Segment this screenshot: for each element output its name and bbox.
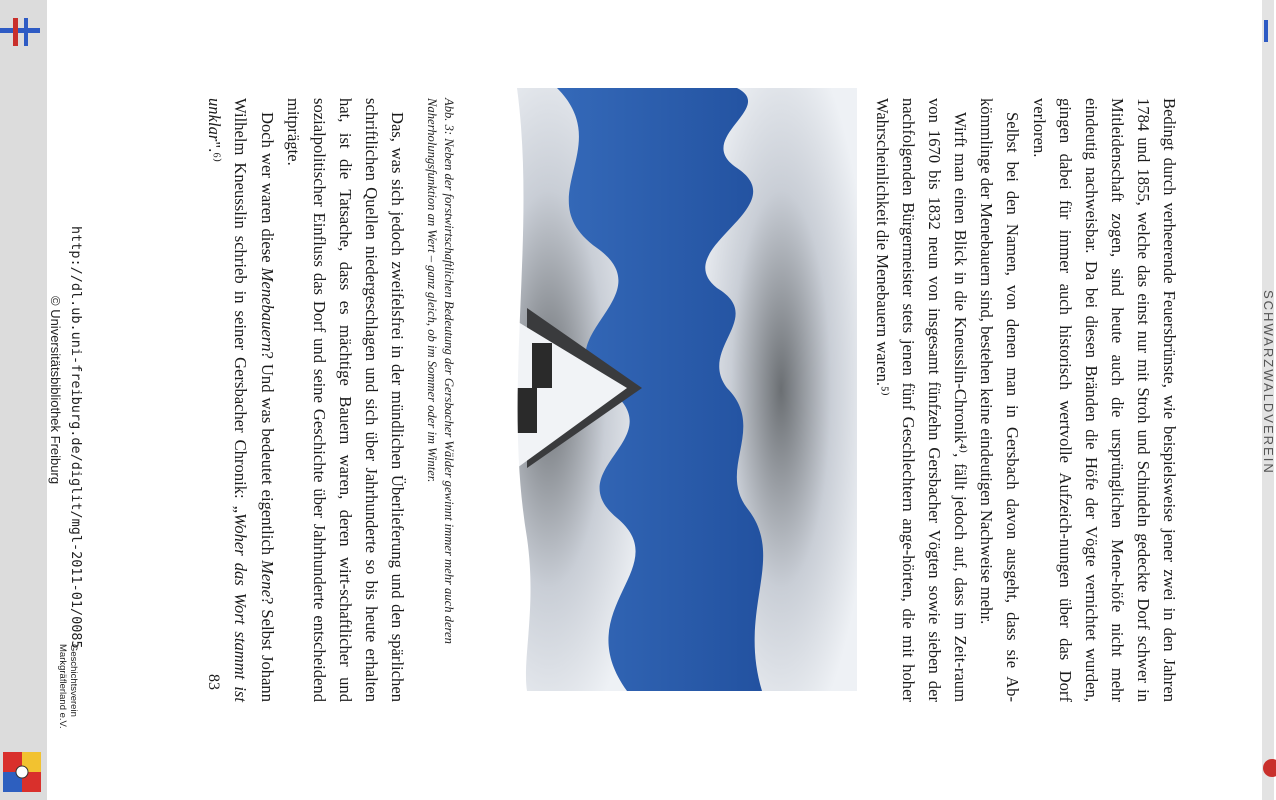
figure-caption [423,98,457,702]
color-bar-icon [1262,756,1274,780]
publisher-name: Geschichtsverein Markgräflerland e.V. [57,644,79,729]
copyright-line: © Universitätsbibliothek Freiburg [48,296,63,485]
coat-of-arms-icon [3,752,41,792]
paragraph: Bedingt durch verheerende Feuersbrünste, wie beispielsweise jener zwei in den Jahren 1784 und 1855, welche das einst nur mit Stroh und Schindeln gedeckte Dorf schwer in Mitleidenschaft zogen, sind heute auch die ursprünglichen Mene-höfe nicht mehr eindeutig nachweisbar. Da bei diesen Bränden die Höfe der Vögte vernichtet wurden, gingen dabei für immer auch historisch wertvolle Aufzeich-nungen über das Dorf verloren. [1029,98,1179,702]
page-number: 83 [205,674,222,690]
caption-text: Neben der forstwirtschaftlichen Bedeutung der Gersbacher Wälder gewinnt immer mehr auch deren Naherholungsfunktion an Wert – ganz gleich, ob im Sommer oder im Winter. [425,98,456,644]
source-url-link[interactable]: http://dl.ub.uni-freiburg.de/diglit/mgl-2011-01/0085 [68,226,84,649]
paragraph: Wirft man einen Blick in die Kneusslin-Chronik⁴⁾, fällt jedoch auf, dass im Zeit-raum von 1670 bis 1832 neun von insgesamt fünfzehn Gersbacher Vögten sowie sieben der nachfolgenden Bürgermeister stets jenen fünf Geschlechtern ange-hörten, die mit hoher Wahrscheinlichkeit die Menebauern waren.⁵⁾ [872,98,971,702]
viewer-left-margin [0,0,47,800]
document-page [47,0,1276,800]
color-bar-icon [1262,20,1274,42]
body-text-top [869,98,1182,702]
rotated-page-content [47,0,1276,800]
color-bar-icon [0,18,40,46]
running-header: SCHWARZWALDVEREIN [1261,290,1276,475]
paragraph: Das, was sich jedoch zweifelsfrei in der mündlichen Überlieferung und den spärlichen schriftlichen Quellen niedergeschlagen und sich über Jahrhunderte so bis heute erhalten hat, ist die Tatsache, dass es mächtige Bauern waren, deren wirt-schaftlicher und sozialpolitischer Einfluss das Dorf und seine Geschichte über Jahrhunderte entscheidend mitprägte. [283,98,407,702]
figure-label: Abb. 3: [442,98,456,136]
paragraph: Selbst bei den Namen, von denen man in Gersbach davon ausgeht, dass sie Ab-kömmlinge der Menebauern sind, bestehen keine eindeutigen Nachweise mehr. [977,98,1023,702]
body-text-bottom [201,98,410,702]
paragraph: Doch wer waren diese Menebauern? Und was bedeutet eigentlich Mene? Selbst Johann Wilhelm Kneusslin schrieb in seiner Gersbacher Chronik: „Woher das Wort stammt ist unklar".⁶⁾ [205,98,277,702]
figure-photo-snowy-forest [462,88,857,691]
